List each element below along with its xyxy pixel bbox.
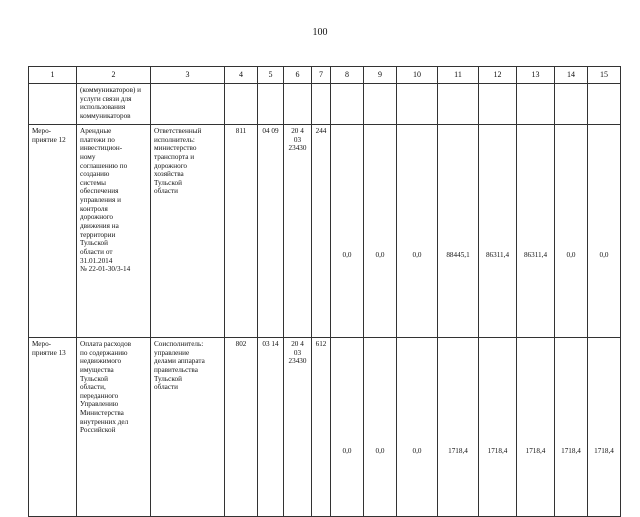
amount-cell: 0,0 — [397, 125, 438, 338]
table-header-row — [29, 67, 621, 84]
target-article-cell: 20 4 03 23430 — [284, 338, 312, 517]
table-cell — [397, 84, 438, 125]
amount-cell: 88445,1 — [438, 125, 479, 338]
column-header: 10 — [397, 67, 438, 84]
column-header: 12 — [479, 67, 517, 84]
page-number: 100 — [312, 27, 328, 38]
expense-type-cell: 244 — [312, 125, 331, 338]
amount-cell: 1718,4 — [438, 338, 479, 517]
section-code-cell: 04 09 — [258, 125, 284, 338]
column-header: 14 — [555, 67, 588, 84]
table-cell — [438, 84, 479, 125]
table-cell — [555, 84, 588, 125]
target-article-cell: 20 4 03 23430 — [284, 125, 312, 338]
table-cell — [29, 84, 77, 125]
table-cell — [258, 84, 284, 125]
continuation-text: (коммуникаторов) и услуги связи для использования коммуникаторов — [77, 84, 151, 125]
column-header: 7 — [312, 67, 331, 84]
admin-code-cell: 802 — [225, 338, 258, 517]
event-name-cell: Меро- приятие 13 — [29, 338, 77, 517]
column-header: 5 — [258, 67, 284, 84]
amount-cell: 0,0 — [364, 338, 397, 517]
admin-code-cell: 811 — [225, 125, 258, 338]
amount-cell: 0,0 — [397, 338, 438, 517]
column-header: 6 — [284, 67, 312, 84]
table-row-continuation — [29, 84, 621, 125]
column-header: 9 — [364, 67, 397, 84]
column-header: 8 — [331, 67, 364, 84]
responsible-cell: Ответственный исполнитель: министерство транспорта и дорожного хозяйства Тульской области — [151, 125, 225, 338]
column-header: 11 — [438, 67, 479, 84]
table-cell — [225, 84, 258, 125]
amount-cell: 1718,4 — [479, 338, 517, 517]
table-cell — [331, 84, 364, 125]
column-header: 15 — [588, 67, 621, 84]
table-cell — [517, 84, 555, 125]
table-cell — [151, 84, 225, 125]
amount-cell: 1718,4 — [588, 338, 621, 517]
column-header: 13 — [517, 67, 555, 84]
program-events-table — [28, 66, 621, 517]
table-cell — [284, 84, 312, 125]
section-code-cell: 03 14 — [258, 338, 284, 517]
event-description-cell: Оплата расходов по содержанию недвижимого имущества Тульской области, переданного Управлению Министерства внутренних дел Российской — [77, 338, 151, 517]
table-cell — [479, 84, 517, 125]
table-row — [29, 338, 621, 517]
column-header: 2 — [77, 67, 151, 84]
amount-cell: 0,0 — [364, 125, 397, 338]
amount-cell: 0,0 — [588, 125, 621, 338]
column-header: 4 — [225, 67, 258, 84]
table-cell — [364, 84, 397, 125]
amount-cell: 86311,4 — [517, 125, 555, 338]
event-name-cell: Меро- приятие 12 — [29, 125, 77, 338]
expense-type-cell: 612 — [312, 338, 331, 517]
table-cell — [312, 84, 331, 125]
amount-cell: 0,0 — [331, 338, 364, 517]
amount-cell: 86311,4 — [479, 125, 517, 338]
event-description-cell: Арендные платежи по инвестицион- ному соглашению по созданию системы обеспечения управления и контроля дорожного движения на территории Тульской области от 31.01.2014 № 22-01-30/3-14 — [77, 125, 151, 338]
table-cell — [588, 84, 621, 125]
amount-cell: 0,0 — [331, 125, 364, 338]
amount-cell: 0,0 — [555, 125, 588, 338]
column-header: 3 — [151, 67, 225, 84]
amount-cell: 1718,4 — [517, 338, 555, 517]
amount-cell: 1718,4 — [555, 338, 588, 517]
column-header: 1 — [29, 67, 77, 84]
responsible-cell: Соисполнитель: управление делами аппарата правительства Тульской области — [151, 338, 225, 517]
table-row — [29, 125, 621, 338]
